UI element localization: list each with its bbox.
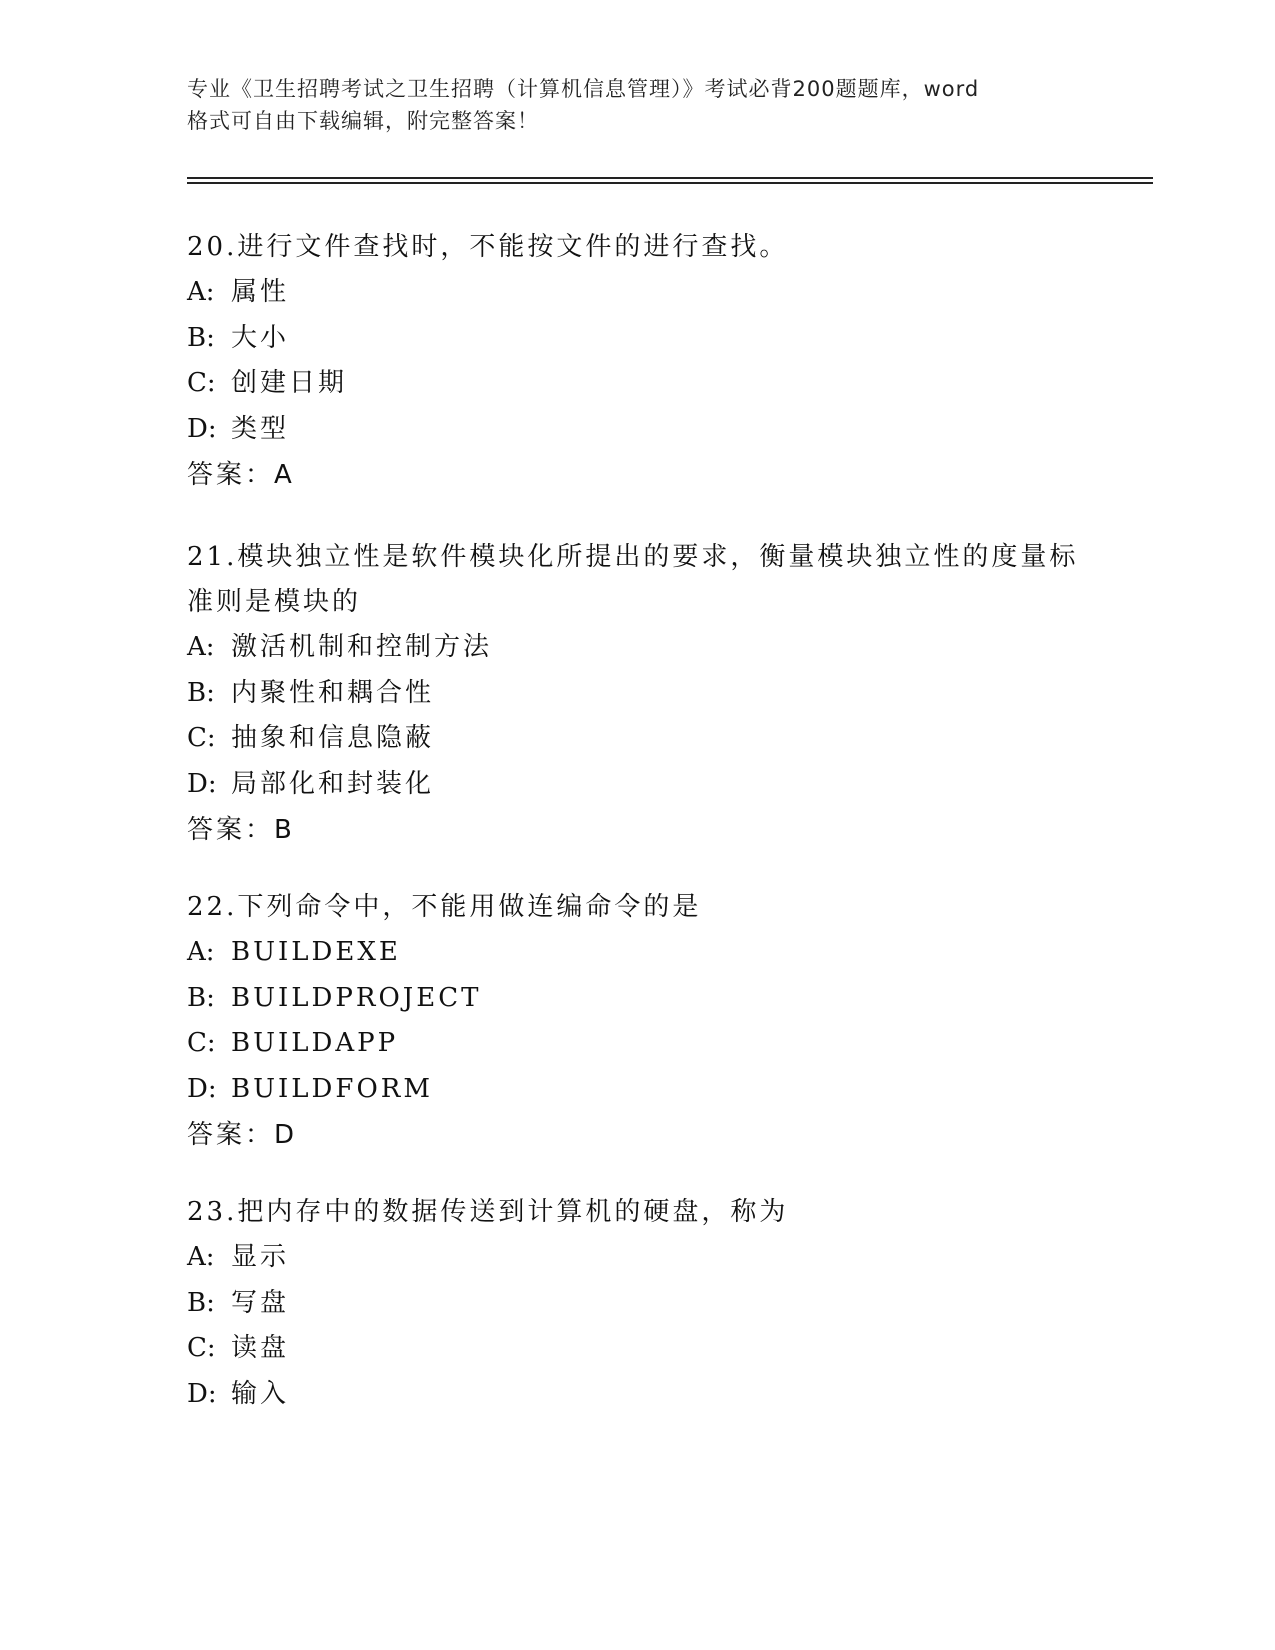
question-stem [187, 885, 1087, 930]
question-stem [187, 225, 1087, 270]
option-text: 激活机制和控制方法 [231, 632, 493, 662]
option-text: 局部化和封装化 [231, 768, 435, 799]
answer-label: 答案： [187, 1120, 275, 1150]
question-stem-line: 22.下列命令中，不能用做连编命令的是 [187, 892, 702, 922]
option-letter: D: [187, 1378, 217, 1409]
question-23 [187, 1190, 1087, 1417]
option-c [187, 361, 1087, 407]
option-letter: B: [187, 1287, 215, 1318]
option-c [187, 1326, 1087, 1372]
option-text: 内聚性和耦合性 [231, 677, 435, 708]
option-text: 写盘 [231, 1287, 290, 1318]
header-divider-top [187, 177, 1153, 179]
option-letter: C: [187, 368, 216, 398]
option-letter: D: [187, 1073, 217, 1104]
question-22 [187, 885, 1087, 1158]
option-c [187, 1021, 1087, 1067]
option-letter: A: [187, 277, 215, 307]
option-letter: C: [187, 1028, 216, 1058]
option-a [187, 1235, 1087, 1281]
option-a [187, 625, 1087, 671]
option-text: 显示 [231, 1242, 290, 1272]
option-letter: A: [187, 937, 215, 967]
answer-line [187, 1112, 1087, 1158]
option-d [187, 1067, 1087, 1113]
question-stem [187, 1190, 1087, 1235]
option-d [187, 1372, 1087, 1418]
option-letter: B: [187, 322, 215, 353]
answer-line [187, 452, 1087, 498]
option-letter: B: [187, 677, 215, 708]
option-letter: C: [187, 1333, 216, 1363]
option-text: 读盘 [231, 1333, 290, 1363]
option-a [187, 270, 1087, 316]
answer-label: 答案： [187, 815, 275, 845]
option-text: 输入 [231, 1378, 290, 1409]
option-b [187, 976, 1087, 1022]
question-stem-line: 21.模块独立性是软件模块化所提出的要求，衡量模块独立性的度量标 [187, 542, 1079, 572]
option-d [187, 762, 1087, 808]
option-text: 抽象和信息隐蔽 [231, 723, 435, 753]
question-stem-line: 20.进行文件查找时，不能按文件的进行查找。 [187, 232, 789, 262]
option-letter: A: [187, 632, 215, 662]
header-divider-bottom [187, 182, 1153, 184]
document-header [187, 73, 1087, 137]
option-b [187, 671, 1087, 717]
answer-line [187, 807, 1087, 853]
question-stem-line: 准则是模块的 [187, 587, 362, 617]
option-text: BUILDFORM [231, 1073, 433, 1104]
question-20 [187, 225, 1087, 498]
answer-label: 答案： [187, 460, 275, 490]
option-b [187, 316, 1087, 362]
option-text: BUILDAPP [231, 1028, 399, 1058]
option-letter: D: [187, 768, 217, 799]
option-d [187, 407, 1087, 453]
option-text: BUILDEXE [231, 937, 401, 967]
option-text: 创建日期 [231, 368, 348, 398]
option-letter: C: [187, 723, 216, 753]
option-b [187, 1281, 1087, 1327]
question-stem-line: 23.把内存中的数据传送到计算机的硬盘，称为 [187, 1197, 789, 1227]
option-c [187, 716, 1087, 762]
option-text: BUILDPROJECT [231, 982, 482, 1013]
option-letter: D: [187, 413, 217, 444]
option-letter: A: [187, 1242, 215, 1272]
header-line-2: 格式可自由下载编辑，附完整答案！ [187, 109, 539, 133]
option-a [187, 930, 1087, 976]
option-text: 类型 [231, 413, 290, 444]
answer-value: B [274, 815, 292, 845]
answer-value: A [274, 460, 292, 490]
answer-value: D [274, 1120, 295, 1150]
option-letter: B: [187, 982, 215, 1013]
option-text: 大小 [231, 322, 290, 353]
question-stem [187, 535, 1087, 625]
header-line-1: 专业《卫生招聘考试之卫生招聘（计算机信息管理）》考试必背200题题库，word [187, 77, 980, 101]
question-21 [187, 535, 1087, 853]
option-text: 属性 [231, 277, 290, 307]
